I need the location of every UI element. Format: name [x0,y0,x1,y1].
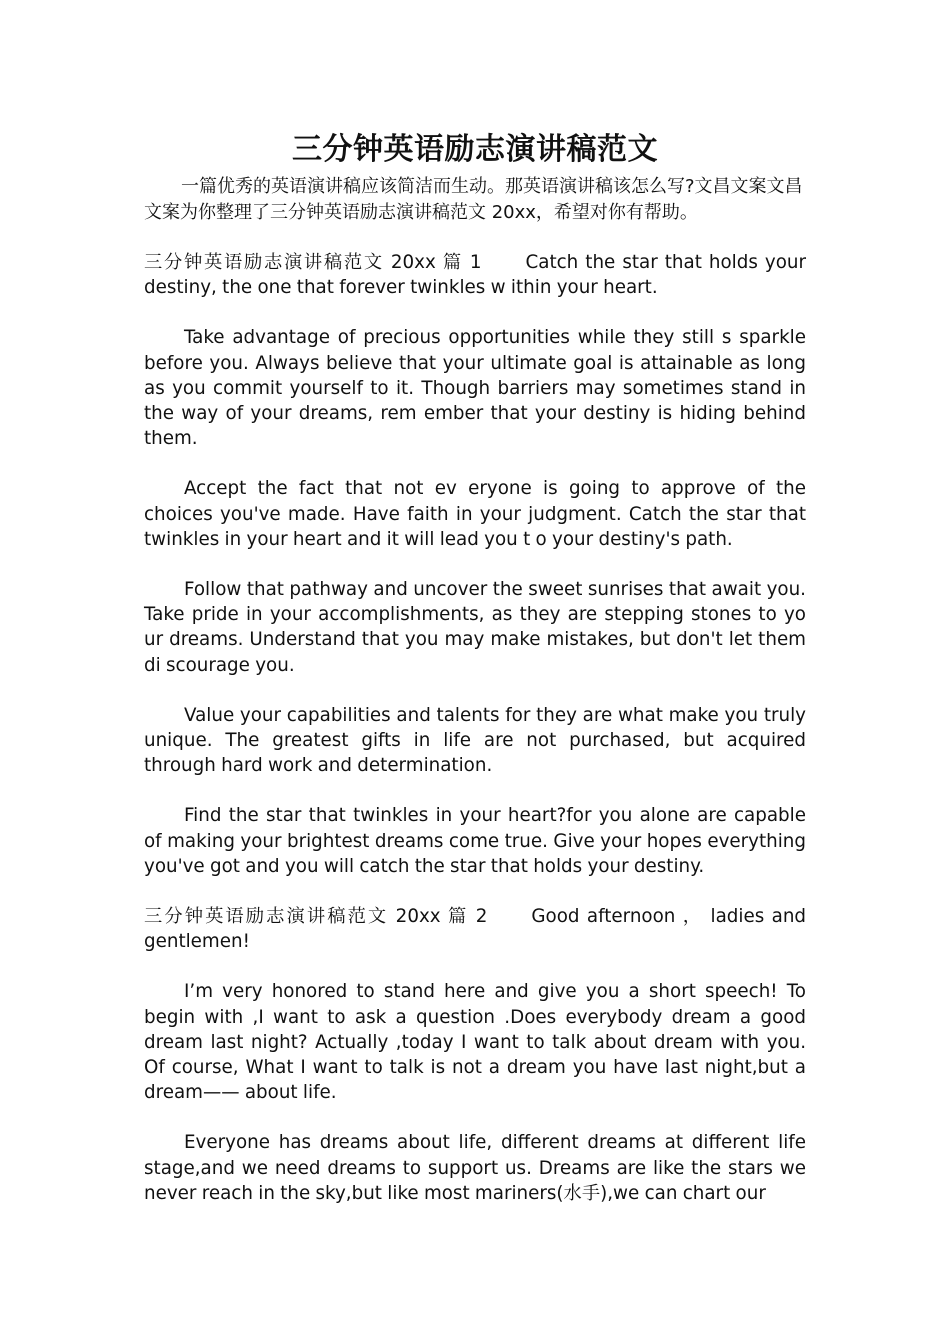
section-1-lead: Catch the star that holds your destiny, the one that forever twinkles w ithin your heart. [144,252,807,299]
section-2-lead: Good afternoon ， ladies and gentlemen! [144,906,807,953]
section-2-paragraph: I’m very honored to stand here and give you a short speech! To begin with ,I want to ask a question .Does everybody dream a good dream last night? Actually ,today I want to talk about dream with you. Of course, What I want to talk is not a dream you have last night,but a dream—— about life. [144,981,806,1104]
spacer [144,451,806,476]
intro-paragraph: 一篇优秀的英语演讲稿应该简洁而生动。那英语演讲稿该怎么写?文昌文案文昌文案为你整理了三分钟英语励志演讲稿范文 20xx，希望对你有帮助。 [144,176,803,223]
section-1-paragraph: Accept the fact that not ev eryone is going to approve of the choices you've made. Have faith in your judgment. Catch the star that twinkles in your heart and it will lead you t o your destiny's path. [144,478,806,550]
document-title: 三分钟英语励志演讲稿范文 [292,132,658,167]
section-1-paragraph: Find the star that twinkles in your heart?for you alone are capable of making your brightest dreams come true. Give your hopes everything you've got and you will catch the star that holds your destiny. [144,805,806,877]
spacer [144,1105,806,1130]
section-2-first-paragraph [144,904,806,954]
spacer [144,225,806,250]
spacer [144,778,806,803]
document-page [144,128,806,1206]
spacer [144,879,806,904]
section-1-heading: 三分钟英语励志演讲稿范文 20xx 篇 1 [144,252,482,273]
section-2-paragraph: Everyone has dreams about life, different dreams at different life stage,and we need dreams to support us. Dreams are like the stars we never reach in the sky,but like most mariners(水手),we can chart our [144,1132,806,1204]
section-2-heading: 三分钟英语励志演讲稿范文 20xx 篇 2 [144,906,488,928]
spacer [144,300,806,325]
spacer [144,678,806,703]
section-1-paragraph: Take advantage of precious opportunities while they still s sparkle before you. Always believe that your ultimate goal is attainable as long as you commit yourself to it. Though barriers may sometimes stand in the way of your dreams, rem ember that your destiny is hiding behind them. [144,327,806,450]
spacer [144,552,806,577]
section-1-paragraph: Follow that pathway and uncover the sweet sunrises that await you. Take pride in your accomplishments, as they are stepping stones to yo ur dreams. Understand that you may make mistakes, but don't let them di scourage you. [144,579,806,676]
spacer [144,954,806,979]
section-1-first-paragraph [144,250,806,300]
section-1-paragraph: Value your capabilities and talents for they are what make you truly unique. The greatest gifts in life are not purchased, but acquired through hard work and determination. [144,704,806,777]
